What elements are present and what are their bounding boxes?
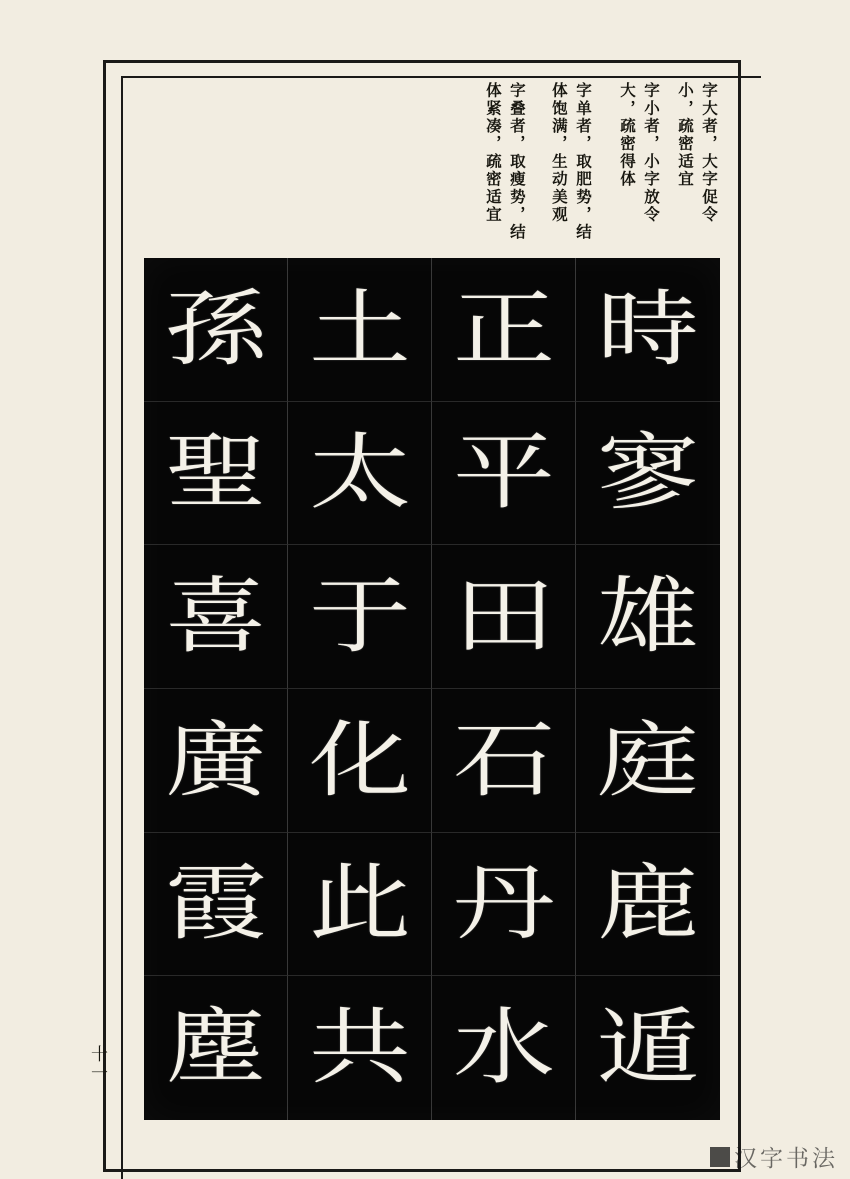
rubbing-character: 土 xyxy=(309,283,411,376)
rubbing-character: 化 xyxy=(309,714,411,807)
rubbing-cell xyxy=(144,545,288,689)
rubbing-character: 時 xyxy=(597,283,699,376)
watermark-text: 汉字书法 xyxy=(734,1145,838,1171)
rubbing-cell xyxy=(288,833,432,977)
rubbing-cell xyxy=(144,833,288,977)
rubbing-cell xyxy=(576,976,720,1120)
rubbing-cell xyxy=(144,976,288,1120)
annotation-column-1: 字大者，大字促令小，疏密适宜 xyxy=(675,82,717,224)
rubbing-cell xyxy=(144,258,288,402)
rubbing-cell xyxy=(288,976,432,1120)
rubbing-cell xyxy=(432,402,576,546)
rubbing-character: 于 xyxy=(309,570,411,663)
rubbing-cell xyxy=(576,833,720,977)
annotation-column-3: 字单者，取肥势，结体饱满，生动美观 xyxy=(549,82,591,242)
rubbing-cell xyxy=(288,402,432,546)
rubbing-cell xyxy=(432,833,576,977)
annotation-column-group xyxy=(140,82,720,252)
rubbing-cell xyxy=(432,976,576,1120)
watermark xyxy=(710,1140,838,1173)
rubbing-character: 平 xyxy=(453,427,555,520)
rubbing-character: 太 xyxy=(309,427,411,520)
rubbing-cell xyxy=(288,545,432,689)
rubbing-cell xyxy=(576,402,720,546)
rubbing-character: 共 xyxy=(309,1001,411,1094)
rubbing-cell xyxy=(576,689,720,833)
rubbing-character: 喜 xyxy=(165,570,267,663)
rubbing-cell xyxy=(576,545,720,689)
rubbing-character: 水 xyxy=(453,1001,555,1094)
rubbing-character: 雄 xyxy=(597,570,699,663)
calligraphy-rubbing-grid xyxy=(144,258,720,1120)
rubbing-cell xyxy=(144,689,288,833)
rubbing-character: 廣 xyxy=(165,714,267,807)
rubbing-character: 此 xyxy=(309,858,411,951)
rubbing-character: 庭 xyxy=(597,714,699,807)
rubbing-character: 遁 xyxy=(597,1001,699,1094)
rubbing-cell xyxy=(144,402,288,546)
rubbing-character: 孫 xyxy=(165,283,267,376)
annotation-column-2: 字小者，小字放令大，疏密得体 xyxy=(617,82,659,224)
rubbing-character: 田 xyxy=(453,570,555,663)
annotation-column-4: 字叠者，取瘦势，结体紧凑，疏密适宜 xyxy=(483,82,525,242)
rubbing-cell xyxy=(576,258,720,402)
rubbing-character: 正 xyxy=(453,283,555,376)
rubbing-cell xyxy=(288,258,432,402)
page-number: 十一 xyxy=(88,1045,107,1083)
rubbing-cell xyxy=(288,689,432,833)
rubbing-character: 聖 xyxy=(165,427,267,520)
watermark-block-icon xyxy=(710,1147,730,1167)
rubbing-character: 塵 xyxy=(165,1001,267,1094)
rubbing-cell xyxy=(432,258,576,402)
rubbing-character: 寥 xyxy=(597,427,699,520)
rubbing-character: 霞 xyxy=(165,858,267,951)
rubbing-cell xyxy=(432,689,576,833)
rubbing-character: 石 xyxy=(453,714,555,807)
rubbing-character: 丹 xyxy=(453,858,555,951)
rubbing-cell xyxy=(432,545,576,689)
rubbing-character: 鹿 xyxy=(597,858,699,951)
